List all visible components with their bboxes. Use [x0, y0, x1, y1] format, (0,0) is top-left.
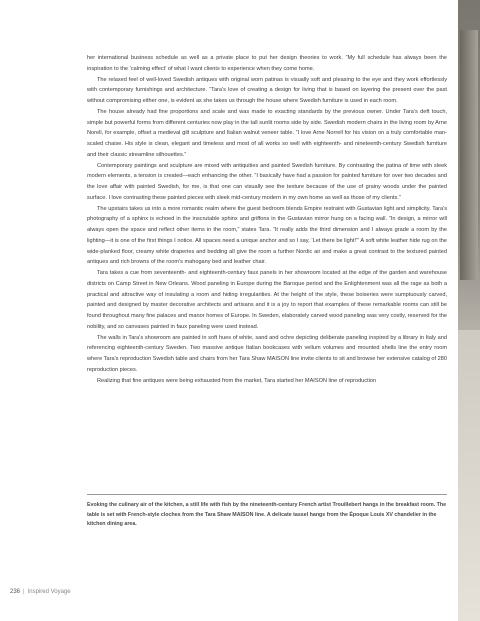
caption-divider — [87, 494, 447, 495]
photo-edge-wall — [458, 330, 480, 621]
paragraph: her international business schedule as well as a private place to put her design theories to work. “My full schedule has always been the inspiration to the ‘calming effect’ of what I want clients to experience when they come home. — [87, 55, 447, 72]
photo-edge-strip — [458, 0, 480, 621]
paragraph: The house already had fine proportions and scale and was made to exacting standards by the previous owner. Under Tara's deft touch, simple but powerful forms from different centuries now play in the tall sunlit rooms side by side. Swedish modern chairs in the living room by Arne Norell, for example, offset a medieval gilt sculpture and Italian walnut veneer table. “I love Arne Norrell for his vision on a truly comfortable man-scaled chaise. His style is clean, elegant and timeless and most of all works so well with eighteenth- and nineteenth-century Swedish furniture and their classic streamline silhouettes.” — [87, 108, 447, 158]
paragraph: The relaxed feel of well-loved Swedish antiques with original worn patinas is visually soft and pleasing to the eye and they work effortlessly with contemporary furnishings and architecture. “Tara's love of creating a design for living that is based on layering the present over the past without compromising either one, is evident as she takes us through the house where Swedish furniture is used in each room. — [87, 76, 447, 104]
publication-name: Inspired Voyage — [27, 589, 71, 595]
paragraph: Contemporary paintings and sculpture are mixed with antiquities and painted Swedish furniture. By contrasting the patina of time with sleek modern elements, a tension is created—each enhancing the other. “I basically have had a passion for painted furniture for over two decades and the love affair with painted Swedish, for me, is that one can visually see the texture because of the use of grainy woods under the painted surface. I love contrasting these painted pieces with sleek mid-century modern in my own home as well as those of my clients.” — [87, 162, 447, 201]
article-body — [87, 53, 447, 386]
paragraph: Realizing that fine antiques were being exhausted from the market, Tara started her MAISON line of reproduction — [97, 377, 377, 384]
page-number: 236 — [10, 589, 21, 595]
page-folio — [10, 589, 71, 595]
paragraph: Tara takes a cue from seventeenth- and eighteenth-century faux panels in her showroom located at the edge of the garden and warehouse districts on Camp Street in New Orleans. Wood paneling in Europe during the Baroque period and the Enlightenment was all the rage as both a practical and attractive way of insulating a room and hiding irregularities. At the height of the style, these boiseries were sumptuously carved, painted and designed by master decorative architects and artisans and it is a joy to report that examples of these remarkable rooms can still be found throughout many fine palaces and manor homes of Europe. In Sweden, elaborately carved wood paneling was very costly, reserved for the nobility, and so canvases painted in faux paneling were used instead. — [87, 270, 447, 330]
paragraph: The walls in Tara's showroom are painted in soft hues of white, sand and ochre depicting deliberate paneling inspired by a library in Italy and referencing eighteenth-century Sweden. Two massive antique Italian bookcases with vellum volumes and mounted shells line the entry room where Tara's reproduction Swedish table and chairs from her Tara Shaw MAISON line invite clients to sit and browse her extensive catalog of 280 reproduction pieces. — [87, 334, 447, 373]
photo-edge-frame — [460, 30, 478, 280]
folio-separator: | — [23, 589, 25, 595]
photo-caption: Evoking the culinary air of the kitchen, a still life with fish by the nineteenth-century French artist Trouillebert hangs in the breakfast room. The table is set with French-style cloches from the Tara Shaw MAISON line. A delicate tassel hangs from the Époque Louis XV chandelier in the kitchen dining area. — [87, 502, 447, 527]
paragraph: The upstairs takes us into a more romantic realm where the guest bedroom blends Empire restraint with Gustavian light and simplicity. Tara's photography of a sphinx is echoed in the inscrutable sphinx and griffons in the Gustavian mirror hung on a facing wall. “In design, a mirror will always open the space and reflect other items in the room,” states Tara. “It really adds the third dimension and I always grade a room by the lighting—it is one of the first things I notice. All spaces need a unique anchor and so I say, ‘Let there be light!’” A soft white leather hide rug on the wide-planked floor, creamy white draperies and bedding all give the room a further Nordic air and make a great contrast to the textured painted antiques and rich browns of the room's mahogany bed and leather chair. — [87, 205, 447, 266]
